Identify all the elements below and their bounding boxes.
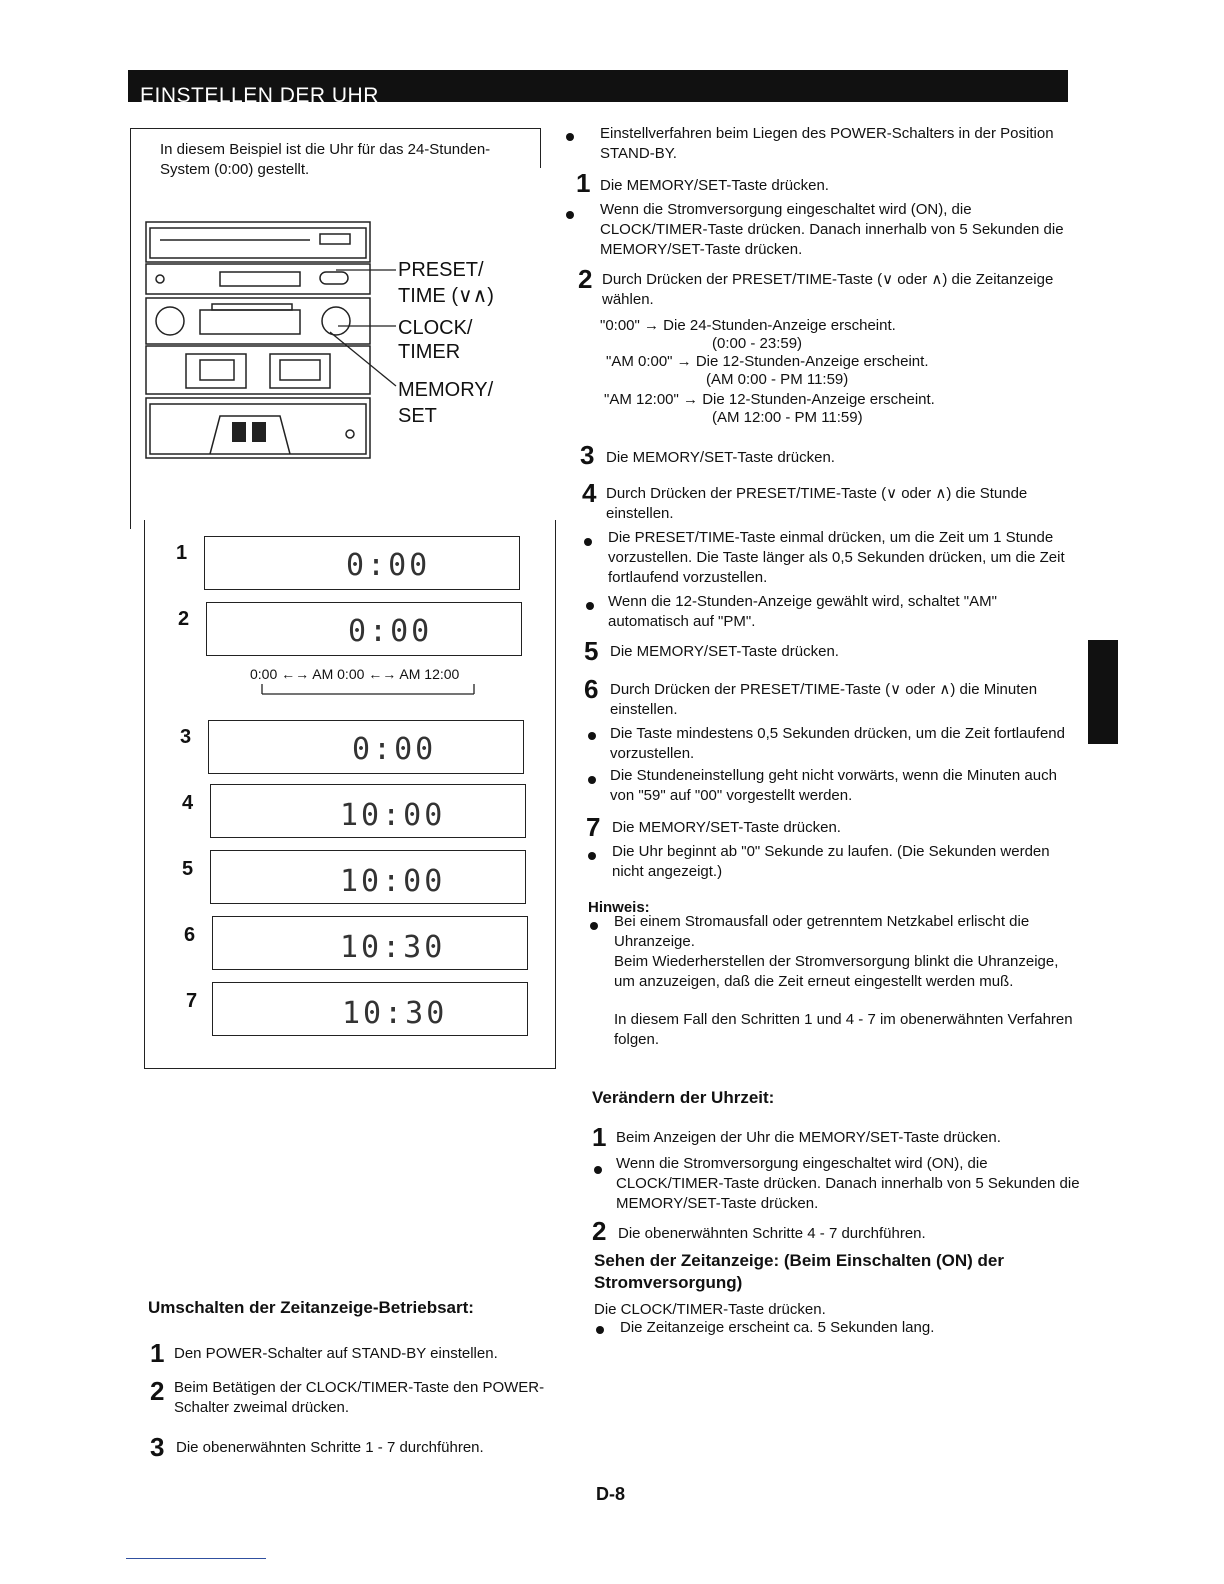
callout-lines <box>330 260 400 410</box>
mode-range: (AM 12:00 - PM 11:59) <box>712 409 863 426</box>
bullet <box>594 1166 602 1174</box>
time-format-cycle: 0:00 ←→ AM 0:00 ←→ AM 12:00 <box>250 666 460 682</box>
section-heading: Sehen der Zeitanzeige: (Beim Einschalten (ON) der Stromversorgung) <box>594 1251 1004 1292</box>
display-digits: 10:00 <box>340 864 446 899</box>
display-digits: 0:00 <box>346 548 431 583</box>
step-number: 5 <box>584 636 599 666</box>
step-text: Durch Drücken der PRESET/TIME-Taste (∨ oder ∧) die Stunde einstellen. <box>606 485 1028 522</box>
display-digits: 10:30 <box>342 996 448 1031</box>
step-number: 2 <box>592 1216 607 1246</box>
note-text: Bei einem Stromausfall oder getrenntem Netzkabel erlischt die Uhranzeige. <box>614 913 1030 950</box>
page-number: D-8 <box>596 1484 626 1504</box>
label-timer: TIMER <box>398 341 461 363</box>
paragraph: Die PRESET/TIME-Taste einmal drücken, um die Zeit um 1 Stunde vorzustellen. Die Taste länger als 0,5 Sekunden drücken, um die Zeit fortlaufend vorzustellen. <box>608 529 1065 586</box>
bullet <box>566 133 574 141</box>
paragraph: Die Zeitanzeige erscheint ca. 5 Sekunden lang. <box>620 1319 935 1336</box>
step-text: Die obenerwähnten Schritte 1 - 7 durchführen. <box>176 1439 484 1456</box>
page-title: EINSTELLEN DER UHR <box>140 84 379 107</box>
step-text: Beim Betätigen der CLOCK/TIMER-Taste den POWER-Schalter zweimal drücken. <box>174 1379 545 1416</box>
paragraph: Einstellverfahren beim Liegen des POWER-Schalters in der Position STAND-BY. <box>600 125 1054 162</box>
step-text: Durch Drücken der PRESET/TIME-Taste (∨ oder ∧) die Zeitanzeige wählen. <box>602 271 1054 308</box>
display-digits: 10:00 <box>340 798 446 833</box>
step-text: Die MEMORY/SET-Taste drücken. <box>606 449 835 466</box>
paragraph: Wenn die Stromversorgung eingeschaltet wird (ON), die CLOCK/TIMER-Taste drücken. Danach innerhalb von 5 Sekunden die MEMORY/SET-Taste drücken. <box>616 1155 1080 1212</box>
step-text: Den POWER-Schalter auf STAND-BY einstellen. <box>174 1345 498 1362</box>
mode-range: (AM 0:00 - PM 11:59) <box>706 371 849 388</box>
bullet <box>590 922 598 930</box>
step-number: 3 <box>580 440 595 470</box>
step-text: Durch Drücken der PRESET/TIME-Taste (∨ oder ∧) die Minuten einstellen. <box>610 681 1038 718</box>
bullet <box>588 852 596 860</box>
mode-line: "AM 0:00" → Die 12-Stunden-Anzeige erscheint. <box>606 353 929 370</box>
note-heading: Hinweis: <box>588 899 650 916</box>
step-text: Die MEMORY/SET-Taste drücken. <box>612 819 841 836</box>
paragraph: Die CLOCK/TIMER-Taste drücken. <box>594 1301 826 1318</box>
step-number: 4 <box>582 478 597 508</box>
mode-line: "AM 12:00" → Die 12-Stunden-Anzeige erscheint. <box>604 391 935 408</box>
step-number: 1 <box>576 168 591 198</box>
intro-box-frame-right <box>540 128 541 168</box>
display-step-number: 2 <box>178 608 190 630</box>
label-preset: PRESET/ <box>398 259 484 281</box>
step-text: Die MEMORY/SET-Taste drücken. <box>610 643 839 660</box>
paragraph: Die Uhr beginnt ab "0" Sekunde zu laufen. (Die Sekunden werden nicht angezeigt.) <box>612 843 1050 880</box>
step-number: 2 <box>578 264 593 294</box>
section-heading: Verändern der Uhrzeit: <box>592 1088 775 1107</box>
display-digits: 0:00 <box>352 732 437 767</box>
cycle-return-arrow <box>250 680 490 700</box>
step-number: 1 <box>592 1122 607 1152</box>
section-heading: Umschalten der Zeitanzeige-Betriebsart: <box>148 1298 474 1317</box>
bullet <box>588 732 596 740</box>
mode-range: (0:00 - 23:59) <box>712 335 803 352</box>
step-number: 2 <box>150 1376 165 1406</box>
label-time: TIME (∨∧) <box>398 285 494 307</box>
footer-rule <box>126 1558 266 1559</box>
step-text: Die MEMORY/SET-Taste drücken. <box>600 177 829 194</box>
step-text: Die obenerwähnten Schritte 4 - 7 durchführen. <box>618 1225 926 1242</box>
display-step-number: 3 <box>180 726 192 748</box>
intro-text: In diesem Beispiel ist die Uhr für das 24-Stunden-System (0:00) gestellt. <box>160 141 491 178</box>
step-number: 3 <box>150 1432 165 1462</box>
display-step-number: 1 <box>176 542 188 564</box>
paragraph: Wenn die 12-Stunden-Anzeige gewählt wird, schaltet "AM" automatisch auf "PM". <box>608 593 997 630</box>
paragraph: Wenn die Stromversorgung eingeschaltet wird (ON), die CLOCK/TIMER-Taste drücken. Danach innerhalb von 5 Sekunden die MEMORY/SET-Taste drücken. <box>600 201 1064 258</box>
paragraph: Die Taste mindestens 0,5 Sekunden drücken, um die Zeit fortlaufend vorzustellen. <box>610 725 1065 762</box>
display-digits: 10:30 <box>340 930 446 965</box>
bullet <box>588 776 596 784</box>
display-digits: 0:00 <box>348 614 433 649</box>
step-number: 6 <box>584 674 599 704</box>
label-set: SET <box>398 405 437 427</box>
display-step-number: 4 <box>182 792 194 814</box>
label-memory: MEMORY/ <box>398 379 494 401</box>
bullet <box>584 538 592 546</box>
section-tab <box>1088 640 1118 744</box>
bullet <box>586 602 594 610</box>
display-step-number: 5 <box>182 858 194 880</box>
note-text: In diesem Fall den Schritten 1 und 4 - 7 im obenerwähnten Verfahren folgen. <box>614 1011 1073 1048</box>
note-text: Beim Wiederherstellen der Stromversorgung blinkt die Uhranzeige, um anzuzeigen, daß die Zeit erneut eingestellt werden muß. <box>614 953 1059 990</box>
paragraph: Die Stundeneinstellung geht nicht vorwärts, wenn die Minuten auch von "59" auf "00" vorgestellt werden. <box>610 767 1057 804</box>
step-number: 1 <box>150 1338 165 1368</box>
step-text: Beim Anzeigen der Uhr die MEMORY/SET-Taste drücken. <box>616 1129 1001 1146</box>
label-clock: CLOCK/ <box>398 317 473 339</box>
bullet <box>596 1326 604 1334</box>
mode-line: "0:00" → Die 24-Stunden-Anzeige erscheint. <box>600 317 896 334</box>
display-step-number: 7 <box>186 990 198 1012</box>
bullet <box>566 211 574 219</box>
step-number: 7 <box>586 812 601 842</box>
display-step-number: 6 <box>184 924 196 946</box>
